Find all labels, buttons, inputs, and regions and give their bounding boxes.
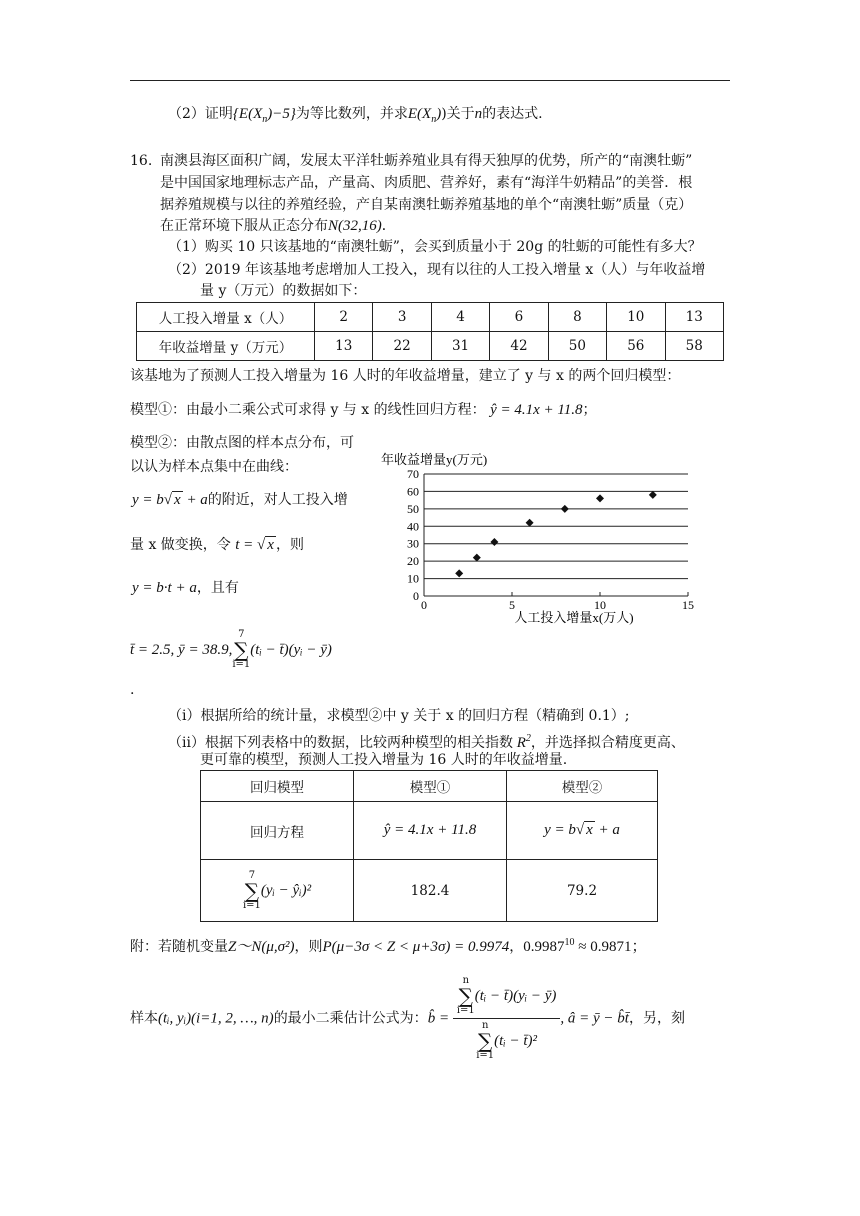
model-comparison-table: [200, 770, 658, 922]
model2-line5-text: ，且有: [196, 580, 239, 596]
model2-curve: y = b√ x + a: [132, 492, 208, 508]
y-cell: 31: [431, 332, 489, 361]
scatter-chart: [378, 448, 698, 628]
part1-line: （1）购买 10 只该基地的“南澳牡蛎”，会买到质量小于 20g 的牡蛎的可能性有多大？: [168, 239, 702, 255]
x-tick-label: 15: [682, 598, 694, 612]
table2-row-residual: [201, 860, 658, 922]
model2-line2: 以认为样本点集中在曲线：: [130, 459, 298, 475]
y-cell: 58: [665, 332, 723, 361]
y-tick-label: 0: [413, 589, 419, 603]
r-squared: $R^2$: [512, 733, 531, 751]
chart-title: 年收益增量y(万元): [381, 452, 488, 467]
stats-values: t̄ = 2.5, ȳ = 38.9,: [130, 642, 233, 658]
y-tick-label: 70: [407, 467, 419, 481]
y-cell: 22: [373, 332, 431, 361]
x-cell: 13: [665, 303, 723, 332]
y-tick-label: 50: [407, 501, 419, 516]
top-rule: [130, 80, 730, 81]
sub-ii-line2: 更可靠的模型，预测人工投入增量为 16 人时的年收益增量.: [200, 752, 568, 768]
table2-header: 模型①: [354, 771, 507, 802]
prev-part-expr: $\{E(X_n)-5\}$: [232, 106, 296, 125]
prev-part-line: [168, 104, 543, 130]
x-cell: 4: [431, 303, 489, 332]
table2-header: 回归模型: [201, 771, 354, 802]
table2-model1-eq: ŷ = 4.1x + 11.8: [354, 802, 507, 860]
chart-ticks: [407, 467, 694, 612]
q16-line2: 是中国国家地理标志产品，产量高、肉质肥、营养好，素有“海洋牛奶精品”的美誉．根: [160, 175, 693, 191]
appendix-dist: Z～N(μ,σ²): [228, 939, 295, 955]
model1-end: ；: [582, 402, 597, 418]
data-point: [561, 505, 569, 513]
x-tick-label: 5: [509, 598, 515, 612]
sub-ii-text-b: ，并选择拟合精度更高、: [530, 735, 685, 751]
model2-line5: [132, 578, 239, 598]
ls-num-expr: (tᵢ − t̄)(yᵢ − ȳ): [474, 988, 557, 1004]
sum-symbol: 7 ∑ i=1: [242, 869, 261, 911]
dot-line: .: [130, 682, 135, 698]
normal-dist: N(32,16): [328, 218, 382, 234]
ls-fraction: [453, 976, 561, 1061]
appendix-comma: ，: [509, 939, 524, 955]
model1-line: [130, 400, 597, 420]
appendix-line: [130, 933, 646, 957]
prev-expr2-a: E(X: [407, 106, 432, 122]
appendix-power: 0.9987$^{10}$: [523, 937, 575, 955]
y-cell: 42: [490, 332, 548, 361]
prev-part-label: （2）证明: [168, 106, 233, 122]
ls-numerator: [453, 976, 561, 1019]
model2-line4-text: 量 x 做变换，令: [130, 537, 231, 553]
data-point: [490, 538, 498, 546]
appendix-prob: P(μ−3σ < Z < μ+3σ) = 0.9974: [322, 939, 510, 955]
a-hat: , â = ȳ − b̂t̄: [560, 1010, 629, 1027]
sub-i-line: （i）根据所给的统计量，求模型②中 y 关于 x 的回归方程（精确到 0.1）;: [168, 708, 630, 724]
q16-line4-end: ．: [381, 218, 396, 234]
data-point: [649, 491, 657, 499]
model2-line3: [132, 490, 348, 510]
chart-points: [455, 491, 657, 577]
prev-text2: )关于: [441, 106, 475, 122]
prev-text3: 的表达式.: [482, 106, 543, 122]
x-cell: 2: [315, 303, 373, 332]
t-substitution: t = √ x: [235, 537, 274, 553]
chart-grid: [424, 474, 688, 596]
model2-linear: y = b·t + a: [132, 580, 197, 596]
table2-row-label: 回归方程: [201, 802, 354, 860]
ls-denominator: [472, 1019, 541, 1061]
x-cell: 10: [607, 303, 665, 332]
table2-header-row: [201, 771, 658, 802]
data-table: [136, 302, 724, 361]
table2-header: 模型②: [507, 771, 658, 802]
residual-expr: (yᵢ − ŷᵢ)²: [260, 882, 312, 898]
last-text-c: 的最小二乘估计公式为：: [273, 1010, 428, 1027]
sum-symbol: n ∑ i=1: [476, 1020, 495, 1061]
last-sample: (tᵢ, yᵢ)(i=1, 2, …, n): [158, 1010, 274, 1027]
appendix-text-c: ，则: [294, 939, 323, 955]
q16-line1: 南澳县海区面积广阔，发展太平洋牡蛎养殖业具有得天独厚的优势，所产的“南澳牡蛎”: [160, 153, 693, 169]
prev-expr-a: {E(X: [232, 106, 263, 122]
data-point: [526, 519, 534, 527]
model2-line3-text: 的附近，对人工投入增: [207, 492, 348, 508]
part2-line1: （2）2019 年该基地考虑增加人工投入，现有以往的人工投入增量 x（人）与年收益增: [168, 262, 706, 278]
sum-symbol: n ∑ i=1: [456, 975, 475, 1016]
prev-expr2: $E(X_n)$: [407, 106, 442, 125]
sub-ii-text-a: （ii）根据下列表格中的数据，比较两种模型的相关指数: [168, 735, 513, 751]
y-cell: 56: [607, 332, 665, 361]
data-point: [473, 554, 481, 562]
sum-symbol: 7 ∑ i=1: [232, 629, 251, 670]
q16-line4-text: 在正常环境下服从正态分布: [160, 218, 328, 234]
data-point: [596, 494, 604, 502]
table-row-x: [137, 303, 724, 332]
y-tick-label: 40: [407, 519, 419, 534]
ls-den-expr: (tᵢ − t̄)²: [494, 1033, 537, 1049]
prev-n: n: [474, 106, 483, 122]
stats-line: [130, 630, 332, 670]
y-tick-label: 20: [407, 554, 419, 569]
table2-model1-residual: 182.4: [354, 860, 507, 922]
appendix-approx: ≈ 0.9871；: [578, 939, 647, 955]
chart-xlabel: 人工投入增量x(万人): [514, 610, 634, 625]
y-cell: 13: [315, 332, 373, 361]
y-cell: 50: [548, 332, 606, 361]
model2-line1: 模型②：由散点图的样本点分布，可: [130, 435, 354, 451]
q16-line3: 据养殖规模与以往的养殖经验，产自某南澳牡蛎养殖基地的单个“南澳牡蛎”质量（克）: [160, 197, 693, 213]
table-row-y: [137, 332, 724, 361]
table2-model2-eq: y = b√ x + a: [507, 802, 658, 860]
model1-text: 模型①：由最小二乘公式可求得 y 与 x 的线性回归方程：: [130, 402, 486, 418]
table2-residual-label: [201, 860, 354, 922]
y-tick-label: 30: [407, 536, 419, 551]
data-point: [455, 569, 463, 577]
part2-line2: 量 y（万元）的数据如下：: [200, 283, 367, 299]
last-line: [130, 976, 685, 1061]
last-text-a: 样本: [130, 1010, 158, 1027]
model1-equation: ŷ = 4.1x + 11.8: [490, 402, 583, 418]
row-label-y: 年收益增量 y（万元）: [137, 332, 315, 361]
appendix-text-a: 附：若随机变量: [130, 939, 228, 955]
b-hat: b̂ =: [427, 1010, 453, 1027]
table2-row-equation: [201, 802, 658, 860]
row-label-x: 人工投入增量 x（人）: [137, 303, 315, 332]
model2-line4-end: ，则: [275, 537, 304, 553]
table2-model2-residual: 79.2: [507, 860, 658, 922]
x-tick-label: 0: [421, 598, 427, 612]
prev-expr-b: )−5}: [267, 106, 296, 122]
x-tick-label: 10: [594, 598, 606, 612]
last-text-e: ，另，刻: [628, 1010, 685, 1027]
x-cell: 6: [490, 303, 548, 332]
stats-sum-expr: (tᵢ − t̄)(yᵢ − ȳ): [250, 642, 332, 658]
prev-text1: 为等比数列，并求: [295, 106, 408, 122]
after-table-line: 该基地为了预测人工投入增量为 16 人时的年收益增量，建立了 y 与 x 的两个回归模型：: [130, 368, 681, 384]
q16-number: 16.: [130, 153, 153, 169]
model2-line4: [130, 535, 304, 555]
x-cell: 8: [548, 303, 606, 332]
q16-line4: [160, 216, 396, 236]
y-tick-label: 10: [407, 571, 419, 586]
y-tick-label: 60: [407, 484, 419, 499]
x-cell: 3: [373, 303, 431, 332]
